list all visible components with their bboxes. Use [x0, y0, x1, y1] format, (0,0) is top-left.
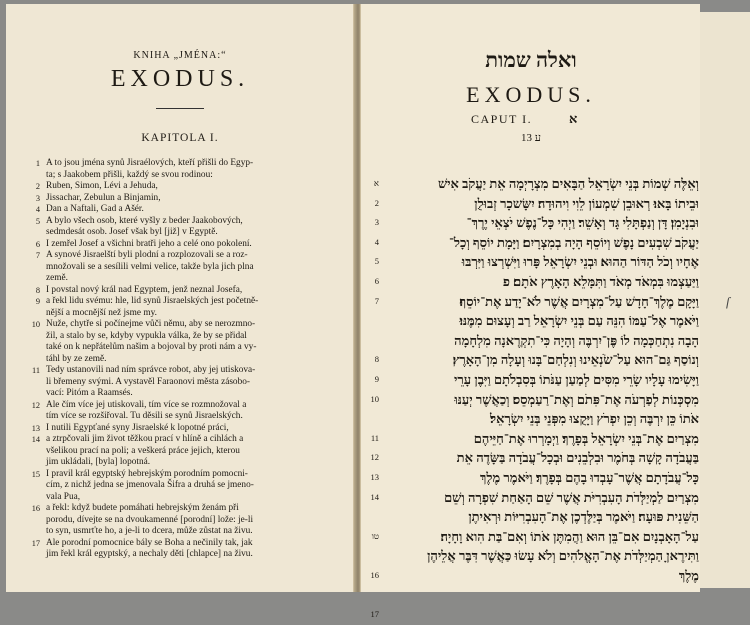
- hebrew-line: אֹתוֹ כֵּן יִרְבֶּה וְכֵן יִפְרֹץ וַיָּקֻצוּ מִפְּנֵי בְּנֵי יִשְׂרָאֵל׃: [489, 411, 699, 427]
- hebrew-line: הַשֵּׁנִית פּוּעָה׃ וַיֹּאמֶר בְּיַלֶּדְכֶן אֶת־הָעִבְרִיּוֹת וּרְאִיתֶן: [468, 509, 699, 525]
- verse-number: 2: [35, 182, 40, 191]
- verse-text: a ztrpčovali jim život těžkou prací v hlíně a cihlách a: [46, 434, 244, 444]
- verse-text: A bylo všech osob, které vyšly z beder Jaakobových,: [46, 215, 243, 226]
- hebrew-verse-number: 7: [374, 295, 379, 306]
- hebrew-verse-number: 6: [374, 275, 379, 286]
- hebrew-verse-number: 8: [374, 354, 379, 365]
- hebrew-line: וַתִּירֶאןָ הַמְיַלְּדֹת אֶת־הָאֱלֹהִים וְלֹא עָשׂוּ כַּאֲשֶׁר דִּבֶּר אֲלֵיהֶן: [427, 548, 699, 564]
- caput-heading: CAPUT I.: [471, 112, 533, 126]
- hebrew-line: עַל־הָאָבְנָיִם אִם־בֵּן הוּא וַהֲמִתֶּן אֹתוֹ וְאִם־בַּת הִוא וָחָיָה׃: [440, 528, 699, 544]
- verse-text: a řekl lidu svému: hle, lid synů Jisraelských jest početně-: [46, 296, 259, 306]
- hebrew-text-block: [381, 174, 699, 585]
- hebrew-verse-number: טו: [371, 530, 379, 541]
- hebrew-verse-numbers: [365, 174, 379, 625]
- hebrew-line: בַּעֲבֹדָה קָשָׁה בְּחֹמֶר וּבִלְבֵנִים וּבְכָל־עֲבֹדָה בַּשָּׂדֶה אֵת: [456, 450, 699, 466]
- czech-verse-line: [26, 319, 346, 331]
- verse-text: táhl by ze země.: [46, 353, 107, 364]
- caput-hebrew-letter: א: [569, 111, 578, 126]
- czech-verse-line: [26, 262, 346, 274]
- czech-verse-line: [26, 549, 346, 561]
- hebrew-line: וְנוֹסַף גַּם־הוּא עַל־שֹׂנְאֵינוּ וְנִלְחַם־בָּנוּ וְעָלָה מִן־הָאָרֶץ׃: [452, 352, 699, 368]
- czech-text-block: [26, 158, 346, 561]
- verse-text: to syn, usmrťte ho, a je-li to dcera, může zůstat na živu.: [46, 526, 253, 536]
- verse-number: 16: [31, 504, 40, 513]
- verse-text: Jissachar, Zebulun a Binjamin,: [46, 192, 161, 203]
- czech-verse-line: [26, 503, 346, 515]
- verse-text: množovali se a sesílili velmi velice, takže byla jich plna: [46, 261, 254, 272]
- czech-verse-line: [26, 515, 346, 527]
- verse-text: jim ukládali, [byla] lopotná.: [46, 457, 151, 467]
- verse-text: I povstal nový král nad Egyptem, jenž neznal Josefa,: [46, 284, 243, 295]
- hebrew-line: הָבָה נִתְחַכְּמָה לוֹ פֶּן־יִרְבֶּה וְהָיָה כִּי־תִקְרֶאנָה מִלְחָמָה: [454, 332, 699, 348]
- czech-verse-line: [26, 158, 346, 170]
- czech-verse-line: [26, 365, 346, 377]
- hebrew-verse-number: 16: [370, 569, 379, 580]
- czech-verse-line: [26, 469, 346, 481]
- czech-verse-line: [26, 273, 346, 285]
- hebrew-line: וַיֹּאמֶר אֶל־עַמּוֹ הִנֵּה עַם בְּנֵי יִשְׂרָאֵל רַב וְעָצוּם מִמֶּנּוּ׃: [459, 313, 699, 329]
- hebrew-title: ואלה שמות: [485, 48, 577, 72]
- czech-verse-line: [26, 342, 346, 354]
- czech-verse-line: [26, 526, 346, 538]
- verse-text: také on k nepřátelům našim a bojoval by proti nám a vy-: [46, 342, 257, 352]
- verse-number: 12: [31, 400, 40, 410]
- verse-number: 4: [35, 205, 40, 214]
- verse-number: 8: [35, 285, 40, 295]
- hebrew-verse-number: 13: [370, 471, 379, 482]
- verse-text: A synové Jisraelští byli plodní a rozplozovali se a roz-: [46, 250, 248, 260]
- hebrew-verse-number: 5: [374, 256, 379, 267]
- czech-verse-line: [26, 216, 346, 228]
- hebrew-line: יַעֲקֹב שִׁבְעִים נָפֶשׁ וְיוֹסֵף הָיָה בְמִצְרָיִם׃ וַיָּמָת יוֹסֵף וְכָל־: [448, 234, 699, 250]
- czech-verse-line: [26, 227, 346, 239]
- verse-number: 3: [35, 193, 40, 203]
- verse-text: Tedy ustanovili nad ním správce robot, aby jej utiskova-: [46, 365, 256, 375]
- verse-number: 1: [35, 159, 40, 168]
- hebrew-line: וַיַּעַצְמוּ בִּמְאֹד מְאֹד וַתִּמָּלֵא הָאָרֶץ אֹתָם׃ פ: [502, 273, 699, 289]
- verse-text: porodu, dívejte se na dvoukamenné [porodní] lože: je-li: [46, 514, 254, 525]
- czech-verse-line: [26, 538, 346, 550]
- hebrew-verse-number: [365, 585, 379, 605]
- verse-text: vala Pua,: [46, 491, 81, 502]
- czech-verse-line: [26, 296, 346, 308]
- right-page-hebrew: [360, 4, 700, 620]
- hebrew-line: וַיָּשִׂימוּ עָלָיו שָׂרֵי מִסִּים לְמַעַן עַנֹּתוֹ בְּסִבְלֹתָם וַיִּבֶן עָרֵי: [454, 371, 699, 387]
- czech-verse-line: [26, 423, 346, 435]
- title-divider: [156, 108, 204, 109]
- czech-verse-line: [26, 446, 346, 458]
- verse-text: Ale porodní pomocnice bály se Boha a nečinily tak, jak: [46, 537, 253, 548]
- verse-text: nější a mocnější než jsme my.: [46, 307, 157, 318]
- hebrew-verse-number: 9: [374, 373, 379, 384]
- verse-text: Ruben, Simon, Lévi a Jehuda,: [46, 181, 158, 191]
- verse-text: Nuže, chytře si počínejme vůči němu, aby se nerozmno-: [46, 319, 256, 329]
- czech-verse-line: [26, 411, 346, 423]
- verse-text: sedmdesát osob. Josef však byl [již] v Egyptě.: [46, 227, 218, 237]
- open-book: [6, 4, 699, 620]
- czech-verse-line: [26, 377, 346, 389]
- hebrew-line: וּבֵיתוֹ בָּאוּ׃ רְאוּבֵן שִׁמְעוֹן לֵוִי וִיהוּדָה׃ יִשָּׂשכָר זְבוּלֻן: [474, 195, 699, 211]
- czech-verse-line: [26, 492, 346, 504]
- czech-verse-line: [26, 388, 346, 400]
- chapter-heading: KAPITOLA I.: [141, 132, 219, 144]
- hebrew-line: וַיָּקָם מֶלֶךְ־חָדָשׁ עַל־מִצְרָיִם אֲשֶׁר לֹא־יָדַע אֶת־יוֹסֵף׃: [459, 293, 699, 309]
- page-number: 13 ע: [521, 132, 541, 144]
- verse-number: 7: [35, 251, 40, 260]
- verse-text: I nutili Egypťané syny Jisraelské k lopotné práci,: [46, 422, 229, 433]
- hebrew-verse-number: [365, 311, 379, 331]
- czech-verse-line: [26, 239, 346, 251]
- verse-number: 13: [31, 423, 40, 433]
- hebrew-line: מֶלֶךְ: [678, 567, 699, 583]
- hebrew-verse-number: 4: [374, 236, 379, 247]
- verse-number: 15: [31, 469, 40, 479]
- left-page-czech: [6, 4, 354, 592]
- verse-number: 5: [35, 216, 40, 226]
- right-title: EXODUS.: [466, 82, 596, 107]
- hebrew-verse-number: [365, 409, 379, 429]
- hebrew-verse-number: 11: [370, 432, 379, 443]
- verse-text: I pravil král egyptský hebrejským porodním pomocni-: [46, 468, 248, 479]
- verse-text: li břemeny svými. A vystavěl Faraonovi města zásobo-: [46, 376, 250, 387]
- verse-text: ta; s Jaakobem přišli, každý se svou rodinou:: [46, 169, 213, 180]
- verse-text: jim řekl král egyptský, a nechaly děti [chlapce] na živu.: [46, 549, 253, 559]
- czech-verse-line: [26, 193, 346, 205]
- hebrew-line: מִסְכְּנוֹת לְפַרְעֹה אֶת־פִּתֹם וְאֶת־רַעַמְסֵס׃ וְכַאֲשֶׁר יְעַנּוּ: [454, 391, 699, 407]
- czech-verse-line: [26, 480, 346, 492]
- czech-verse-line: [26, 331, 346, 343]
- czech-verse-line: [26, 354, 346, 366]
- czech-verse-line: [26, 457, 346, 469]
- verse-number: 17: [31, 538, 40, 548]
- verse-text: Dan a Naftali, Gad a Ašér.: [46, 204, 144, 214]
- hebrew-line: וּבִנְיָמִן׃ דָּן וְנַפְתָּלִי גָּד וְאָשֵׁר׃ וַיְהִי כָּל־נֶפֶשׁ יֹצְאֵי יֶרֶךְ־: [466, 215, 699, 231]
- hebrew-verse-number: 12: [370, 452, 379, 463]
- czech-verse-line: [26, 285, 346, 297]
- czech-verse-line: [26, 434, 346, 446]
- czech-verse-line: [26, 308, 346, 320]
- czech-verse-line: [26, 181, 346, 193]
- verse-text: A to jsou jména synů Jisraélových, kteří přišli do Egyp-: [46, 158, 254, 168]
- verse-number: 14: [31, 435, 40, 444]
- verse-text: cím, z nichž jedna se jmenovala Šifra a druhá se jmeno-: [46, 480, 254, 490]
- verse-text: Ale čím více jej utiskovali, tím více se rozmnožoval a: [46, 399, 247, 410]
- inserted-paper-slip: [696, 12, 750, 588]
- hebrew-verse-number: א: [373, 178, 379, 188]
- hebrew-line: וְאֵלֶּה שְׁמוֹת בְּנֵי יִשְׂרָאֵל הַבָּאִים מִצְרָיְמָה אֵת יַעֲקֹב אִישׁ: [437, 176, 699, 191]
- czech-verse-line: [26, 250, 346, 262]
- hebrew-line: אֶחָיו וְכֹל הַדּוֹר הַהוּא׃ וּבְנֵי יִשְׂרָאֵל פָּרוּ וַיִּשְׁרְצוּ וַיִּרְבּוּ: [461, 254, 699, 270]
- hebrew-verse-number: 3: [374, 217, 379, 228]
- handwritten-mark: ſ: [726, 294, 730, 309]
- verse-text: země.: [46, 273, 68, 283]
- verse-text: a řekl: když budete pomáhati hebrejským ženám při: [46, 503, 239, 513]
- book-name-header: KNIHA „JMÉNA:“: [133, 50, 227, 61]
- verse-text: tím více se rozšiřoval. Tu děsili se synů Jisraelských.: [46, 411, 243, 421]
- hebrew-verse-number: 2: [374, 197, 379, 208]
- czech-verse-line: [26, 204, 346, 216]
- hebrew-line: מִצְרַיִם אֶת־בְּנֵי יִשְׂרָאֵל בְּפָרֶךְ׃ וַיְמָרְרוּ אֶת־חַיֵּיהֶם: [473, 430, 699, 446]
- verse-text: všelikou prací na poli; a veškerá práce jejich, kterou: [46, 445, 240, 456]
- hebrew-line: כָּל־עֲבֹדָתָם אֲשֶׁר־עָבְדוּ בָהֶם בְּפָרֶךְ׃ וַיֹּאמֶר מֶלֶךְ: [479, 469, 699, 485]
- verse-number: 11: [32, 366, 40, 375]
- hebrew-line: מִצְרַיִם לַמְיַלְּדֹת הָעִבְרִיֹּת אֲשֶׁר שֵׁם הָאַחַת שִׁפְרָה וְשֵׁם: [444, 489, 699, 505]
- hebrew-verse-number: [365, 331, 379, 351]
- hebrew-verse-number: [365, 507, 379, 527]
- czech-verse-line: [26, 170, 346, 182]
- verse-text: I zemřel Josef a všichni bratři jeho a celé ono pokolení.: [46, 238, 252, 249]
- czech-verse-line: [26, 400, 346, 412]
- hebrew-verse-number: 14: [370, 491, 379, 502]
- hebrew-verse-number: 10: [370, 393, 379, 404]
- verse-number: 6: [35, 239, 40, 249]
- left-title: EXODUS.: [110, 66, 250, 92]
- hebrew-verse-number: [365, 546, 379, 566]
- hebrew-verse-number: 17: [370, 609, 379, 620]
- verse-text: vací: Pitóm a Raamsés.: [46, 388, 133, 398]
- verse-text: žil, a stalo by se, kdyby vypukla válka, že by se přidal: [46, 330, 247, 341]
- verse-number: 9: [35, 297, 40, 306]
- verse-number: 10: [31, 320, 40, 329]
